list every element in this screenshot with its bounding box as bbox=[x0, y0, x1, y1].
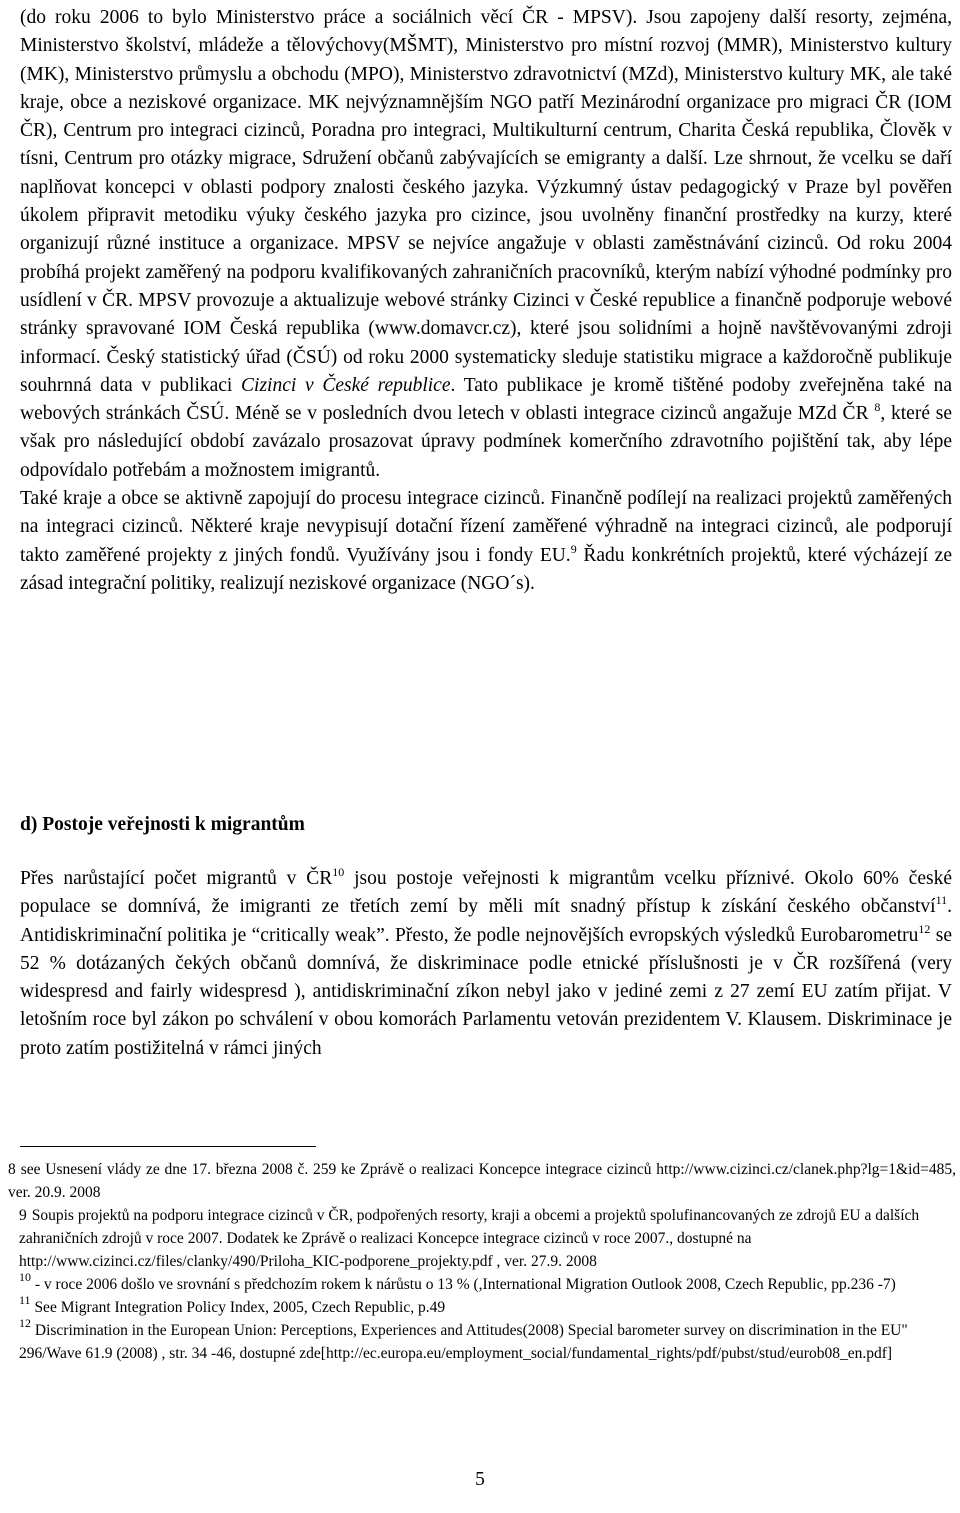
footnote-number: 10 bbox=[19, 1270, 31, 1284]
footnote-8 bbox=[8, 1158, 956, 1204]
footnote-number: 9 bbox=[19, 1207, 27, 1224]
paragraph-text: (do roku 2006 to bylo Ministerstvo práce a sociálnich věcí ČR - MPSV). Jsou zapojeny další resorty, zejména, Ministerstvo školství, mládeže a tělovýchovy(MŠMT), Ministerstvo pro místní rozvoj (MMR), Ministerstvo kultury (MK), Ministerstvo průmyslu a obchodu (MPO), Ministerstvo zdravotnictví (MZd), Ministerstvo kultury MK, ale také kraje, obce a neziskové organizace. MK nejvýznamnějším NGO patří Mezinárodní organizace pro migraci ČR (IOM ČR), Centrum pro integraci cizinců, Poradna pro integraci, Multikulturní centrum, Charita Česká republika, Člověk v tísni, Centrum pro otázky migrace, Sdružení občanů zabývajících se emigranty a další. Lze shrnout, že vcelku se daří naplňovat koncepci v oblasti podpory znalosti českého jazyka. Výzkumný ústav pedagogický v Praze byl pověřen úkolem připravit metodiku výuky českého jazyka pro cizince, jsou uvolněny finanční prostředky na kurzy, které organizují různé instituce a organizace. MPSV se nejvíce angažuje v oblasti zaměstnávání cizinců. Od roku 2004 probíhá projekt zaměřený na podporu kvalifikovaných zahraničních pracovníků, kterým nabízí výhodné podmínky pro usídlení v ČR. MPSV provozuje a aktualizuje webové stránky Cizinci v České republice a finančně podporuje webové stránky spravované IOM Česká republika (www.domavcr.cz), které jsou solidními a hojně navštěvovanými zdroji informací. Český statistický úřad (ČSÚ) od roku 2000 systematicky sleduje statistiku migrace a každoročně publikuje souhrnná data v publikaci bbox=[20, 7, 952, 396]
document-page bbox=[8, 0, 956, 1490]
footnote-text: - v roce 2006 došlo ve srovnání s předchozím rokem k nárůstu o 13 % (,International Migration Outlook 2008, Czech Republic, pp.236 -7) bbox=[31, 1276, 896, 1293]
paragraph-text: Také kraje a obce se aktivně zapojují do procesu integrace cizinců. Finančně podílejí na realizaci projektů zaměřených na integraci cizinců. Některé kraje nevypisují dotační řízení zaměřené výhradně na integraci cizinců, ale podporují takto zaměřené projekty z jiných fondů. Využívány jsou i fondy EU. bbox=[20, 488, 952, 566]
paragraph-text: . Tato publikace je kromě tištěné podoby zveřejněna také na webových stránkách ČSÚ. Méně se v posledních dvou letech v oblasti integrace cizinců angažuje MZd ČR bbox=[20, 374, 953, 425]
footnote-11 bbox=[8, 1293, 956, 1319]
footnote-text: Discrimination in the European Union: Perceptions, Experiences and Attitudes(2008) Special barometer survey on discrimination in the EU" 296/Wave 61.9 (2008) , str. 34 -46, dostupné zde[http://ec.europa.eu/employment_social/fundamental_rights/pdf/pubst/stud/eurob08_en.pdf] bbox=[19, 1322, 908, 1362]
footnote-number: 11 bbox=[19, 1293, 31, 1307]
paragraph-text: Přes narůstající počet migrantů v ČR bbox=[20, 868, 333, 889]
footnote-10 bbox=[8, 1270, 956, 1296]
footnote-12 bbox=[8, 1316, 956, 1365]
footnote-text: see Usnesení vlády ze dne 17. března 2008 č. 259 ke Zprávě o realizaci Koncepce integrace cizinců http://www.cizinci.cz/clanek.php?lg=1&id=485, ver. 20.9. 2008 bbox=[8, 1161, 956, 1201]
paragraph-text: . Antidiskriminační politika je “critically weak”. Přesto, že podle nejnovějších evropských výsledků Eurobarometru bbox=[20, 896, 952, 946]
footnote-number: 12 bbox=[19, 1316, 31, 1330]
body-paragraph-2 bbox=[20, 485, 952, 598]
footnote-ref-8[interactable]: 8 bbox=[874, 400, 881, 415]
footnote-ref-11[interactable]: 11 bbox=[935, 893, 948, 908]
body-paragraph-1 bbox=[20, 4, 952, 485]
section-heading: d) Postoje veřejnosti k migrantům bbox=[20, 814, 305, 835]
footnote-number: 8 bbox=[8, 1161, 16, 1178]
footnote-9 bbox=[8, 1204, 956, 1273]
paragraph-text: se 52 % dotázaných čekých občanů domnívá, že diskriminace podle etnické příslušnosti je v ČR rozšířená (very widespresd and fairly widespresd ), antidiskriminační zíkon nebyl jako v jediné zemi z 27 zemí EU zatím přijat. V letošním roce byl zákon po schválení v obou komorách Parlamentu vetován prezidentem V. Klausem. Diskriminace je proto zatím postižitelná v rámci jiných bbox=[20, 924, 952, 1059]
paragraph-text: , které se však pro následující období zavázalo prosazovat úpravy podmínek komerčního zdravotního pojištění tak, aby lépe odpovídalo potřebám a možnostem imigrantů. bbox=[20, 403, 953, 481]
footnotes bbox=[8, 1158, 956, 1365]
page-number: 5 bbox=[475, 1469, 485, 1490]
footnote-text: See Migrant Integration Policy Index, 2005, Czech Republic, p.49 bbox=[30, 1299, 446, 1316]
footnote-ref-12[interactable]: 12 bbox=[918, 921, 931, 936]
publication-title: Cizinci v České republice bbox=[241, 374, 451, 396]
paragraph-text: jsou postoje veřejnosti k migrantům vcelku příznivé. Okolo 60% české populace se domnívá, že imigranti ze třetích zemí by měli mít snadný přístup k získání českého občanství bbox=[20, 868, 952, 918]
footnote-ref-9[interactable]: 9 bbox=[570, 541, 577, 556]
paragraph-text: Řadu konkrétních projektů, které výcházejí ze zásad integrační politiky, realizují neziskové organizace (NGO´s). bbox=[20, 544, 952, 594]
footnote-separator bbox=[20, 1146, 316, 1147]
footnote-ref-10[interactable]: 10 bbox=[332, 865, 345, 879]
footnote-text: Soupis projektů na podporu integrace cizinců v ČR, podpořených resorty, kraji a obcemi a projektů spolufinancovaných ze zdrojů EU a dalších zahraničních zdrojů v roce 2007. Dodatek ke Zprávě o realizaci Koncepce integrace cizinců v roce 2007., dostupné na http://www.cizinci.cz/files/clanky/490/Priloha_KIC-podporene_projekty.pdf , ver. 27.9. 2008 bbox=[19, 1207, 920, 1270]
section-paragraph bbox=[20, 865, 952, 1063]
